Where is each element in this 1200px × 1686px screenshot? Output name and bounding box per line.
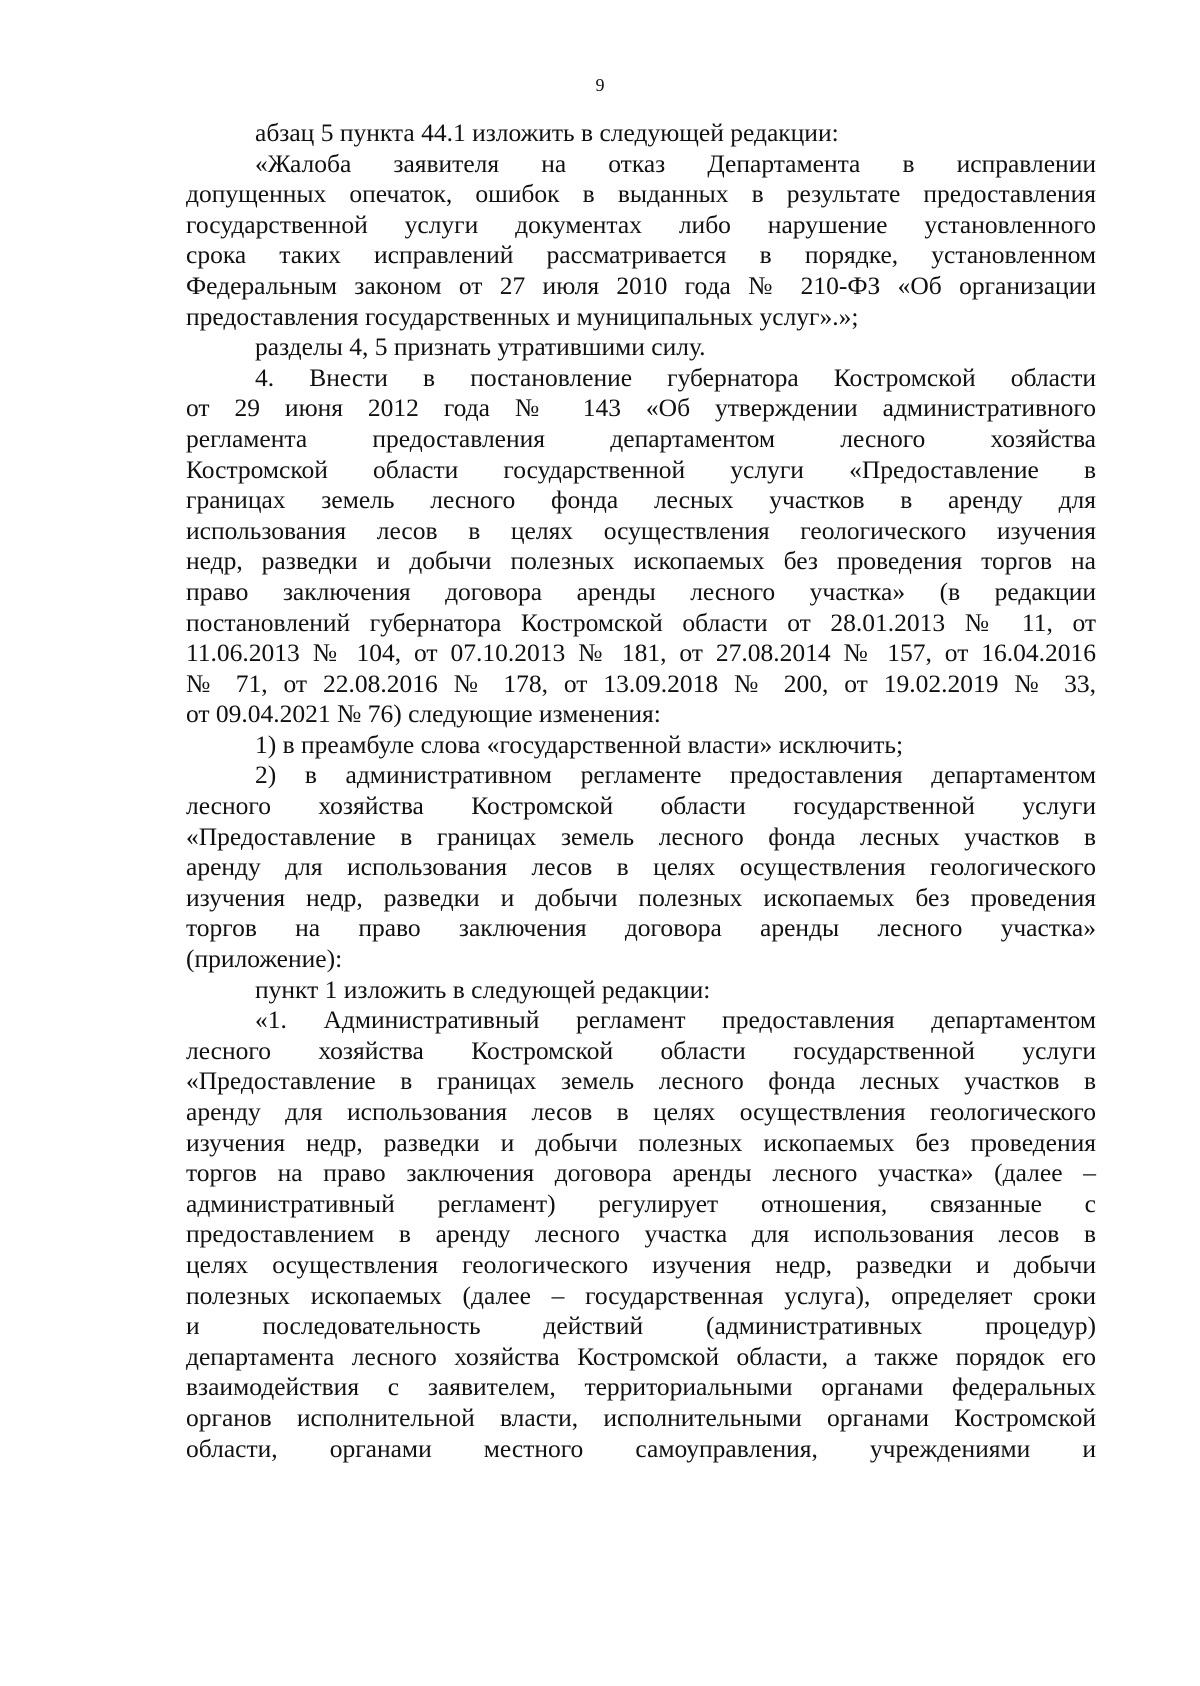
text-line: № 71, от 22.08.2016 № 178, от 13.09.2018 № 200, от 19.02.2019 № 33, xyxy=(186,668,1096,698)
paragraph xyxy=(186,118,1096,149)
text-line: (приложение): xyxy=(186,944,343,974)
paragraph xyxy=(186,363,1096,730)
text-line: торгов на право заключения договора аренды лесного участка» xyxy=(186,913,1096,943)
page-number: 9 xyxy=(595,75,605,95)
text-line: взаимодействия с заявителем, территориальными органами федеральных xyxy=(186,1372,1096,1402)
document-body xyxy=(186,118,1096,1464)
text-line: аренду для использования лесов в целях осуществления геологического xyxy=(186,1097,1096,1126)
text-line: недр, разведки и добычи полезных ископаемых без проведения торгов на xyxy=(186,546,1096,576)
text-line: Костромской области государственной услуги «Предоставление в xyxy=(186,454,1096,484)
paragraph xyxy=(186,975,1096,1006)
text-line: «1. Административный регламент предоставления департаментом xyxy=(255,1005,1096,1035)
text-line: регламента предоставления департаментом лесного хозяйства xyxy=(186,423,1096,453)
text-line: лесного хозяйства Костромской области государственной услуги xyxy=(186,791,1096,821)
text-line: границах земель лесного фонда лесных участков в аренду для xyxy=(186,485,1096,515)
text-line: изучения недр, разведки и добычи полезных ископаемых без проведения xyxy=(186,1127,1096,1157)
text-line: изучения недр, разведки и добычи полезных ископаемых без проведения xyxy=(186,882,1096,912)
text-line: 2) в административном регламенте предоставления департаментом xyxy=(255,760,1096,790)
text-line: департамента лесного хозяйства Костромской области, а также порядок его xyxy=(186,1341,1096,1371)
paragraph xyxy=(186,760,1096,974)
text-line: лесного хозяйства Костромской области государственной услуги xyxy=(186,1035,1096,1065)
text-line: использования лесов в целях осуществления геологического изучения xyxy=(186,515,1096,545)
text-line: «Предоставление в границах земель лесного фонда лесных участков в xyxy=(186,1066,1096,1096)
text-line: пункт 1 изложить в следующей редакции: xyxy=(255,974,711,1004)
text-line: «Предоставление в границах земель лесного фонда лесных участков в xyxy=(186,821,1096,851)
text-line: государственной услуги документах либо нарушение установленного xyxy=(186,209,1096,239)
text-line: административный регламент) регулирует отношения, связанные с xyxy=(186,1188,1096,1218)
paragraph xyxy=(186,149,1096,333)
text-line: право заключения договора аренды лесного участка» (в редакции xyxy=(186,576,1096,606)
text-line: от 29 июня 2012 года № 143 «Об утверждении административного xyxy=(186,393,1096,423)
text-line: полезных ископаемых (далее – государственная услуга), определяет сроки xyxy=(186,1280,1096,1310)
text-line: органов исполнительной власти, исполнительными органами Костромской xyxy=(186,1402,1096,1432)
text-line: 4. Внести в постановление губернатора Костромской области xyxy=(255,362,1096,392)
text-line: разделы 4, 5 признать утратившими силу. xyxy=(255,332,706,362)
text-line: предоставления государственных и муниципальных услуг».»; xyxy=(186,301,859,331)
text-line: от 09.04.2021 № 76) следующие изменения: xyxy=(186,699,661,729)
text-line: торгов на право заключения договора аренды лесного участка» (далее – xyxy=(186,1158,1096,1188)
text-line: «Жалоба заявителя на отказ Департамента в исправлении xyxy=(255,148,1096,178)
paragraph xyxy=(186,730,1096,761)
text-line: целях осуществления геологического изучения недр, разведки и добычи xyxy=(186,1249,1096,1279)
text-line: Федеральным законом от 27 июля 2010 года № 210-ФЗ «Об организации xyxy=(186,270,1096,300)
text-line: и последовательность действий (административных процедур) xyxy=(186,1311,1096,1341)
text-line: аренду для использования лесов в целях осуществления геологического xyxy=(186,852,1096,882)
text-line: предоставлением в аренду лесного участка для использования лесов в xyxy=(186,1219,1096,1249)
text-line: 11.06.2013 № 104, от 07.10.2013 № 181, от 27.08.2014 № 157, от 16.04.2016 xyxy=(186,638,1096,668)
paragraph xyxy=(186,332,1096,363)
text-line: абзац 5 пункта 44.1 изложить в следующей редакции: xyxy=(255,118,839,147)
text-line: 1) в преамбуле слова «государственной власти» исключить; xyxy=(255,729,904,759)
text-line: срока таких исправлений рассматривается в порядке, установленном xyxy=(186,240,1096,270)
text-line: области, органами местного самоуправления, учреждениями и xyxy=(186,1433,1096,1463)
text-line: постановлений губернатора Костромской области от 28.01.2013 № 11, от xyxy=(186,607,1096,637)
text-line: допущенных опечаток, ошибок в выданных в результате предоставления xyxy=(186,179,1096,209)
paragraph xyxy=(186,1005,1096,1464)
